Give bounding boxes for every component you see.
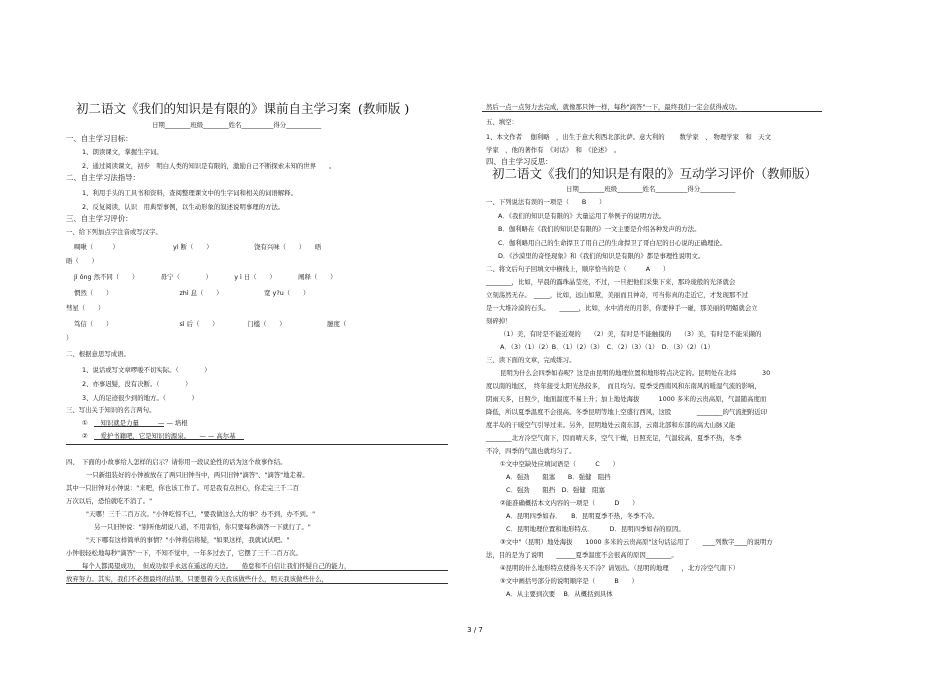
quote-item: ① 知识就是力量 — — 培根 [82, 419, 188, 427]
pinyin-row: 啁啾（ ） yì 断（ ） 饶有兴味（ ） 晤 [74, 243, 322, 251]
reading-option: A．昆明四季如春． B．昆明夏季不热，冬季不冷。 [506, 512, 659, 520]
question-fill: 五、填空： [486, 118, 518, 126]
left-title: 初二语文《我们的知识是有限的》课前自主学习案 [76, 101, 352, 116]
section-method: 二、自主学习法指导： [66, 173, 140, 182]
reading-question: ⑤文中画括号部分的说明顺序是（ B ） [500, 577, 638, 585]
pinyin-row: ） [66, 334, 73, 342]
divider [66, 444, 448, 445]
section-reflection: 四、自主学习反思： [486, 157, 553, 166]
question-idiom: 二、根据意思写成语。 [66, 350, 130, 358]
goal-item: 1、朗读课文，掌握生字词。 [82, 148, 163, 156]
mc-option: A．《我们的知识是有限的》大量运用了举例子的说明方法。 [498, 212, 666, 220]
pinyin-row: 晤（ ） [66, 257, 98, 265]
idiom-item: 1、说话或写文章啰唆不切实际。（ ） [82, 366, 211, 374]
story-line: "天下哪有这样简单的事情？"小钟将信将疑，"如果这样，我就试试吧。" [86, 536, 290, 544]
reading-option: C．强劲 阻挡 D．强健 阻塞 [506, 486, 605, 494]
passage-line: ________北方冷空气南下，因而晴天多，空气干燥，日照充足，气温较高，夏季不热，冬季 [486, 434, 742, 442]
reading-option: A．强劲 阻塞 B．强健 阻挡 [506, 473, 611, 481]
answer-rule [66, 570, 448, 571]
passage-line: 是一大堆冷漠的石头。 ______，比如，水中清亮的月影，你要伸手一碰，那美丽的明媚就会立 [486, 304, 758, 312]
pinyin-row: 彗星（ ） [66, 304, 105, 312]
story-line: 万次以后，恐怕就吃不消了。" [66, 497, 153, 505]
story-line: "天哪！三千二百万次。"小钟吃惊不已，"要我做这么大的事？办不到，办不到。" [86, 510, 316, 518]
mc-option: （1）美，有时是不能近观的 （2）美，有时是不能触摸的 （3）美，有时是不能采撷的 [500, 330, 762, 338]
question-pinyin: 一、给下列加点字注音或写汉字。 [66, 228, 162, 236]
pinyin-row: 惘然（ ） zhì 息（ ） 宽 y?u（ ） [74, 289, 310, 297]
method-item: 1、利用手头的工具书和资料，查阅整理课文中的生字词和相关的词语解释。 [82, 189, 297, 197]
fill-line: 1、本文作者 伽利略 ，出生于意大利西北部比萨。意大利的 数学家 、 物理学家 和 天文 [486, 133, 771, 141]
right-meta-line: 日期________班级________姓名__________得分___________ [566, 185, 736, 193]
answer-line: 然后一点一点努力去完成，就像那只钟一样，每秒"滴答"一下，最终我们一定会获得成功。 [486, 103, 742, 111]
mc-option: C．伽利略用自己的生命捍卫了用自己的生命捍卫了哥白尼的日心说的正确理论。 [498, 239, 727, 247]
section-eval: 三、自主学习评价： [66, 214, 133, 223]
pinyin-row: jì ǒng 然不同（ ） 毋宁（ ） y ì 日（ ） 阐释（ ） [74, 273, 337, 281]
passage-line: 刻碎掉！ [486, 317, 512, 325]
pinyin-row: 笃信（ ） sì 后（ ） 门槛（ ） 臆度（ [74, 320, 360, 328]
passage-line: 度半岛的干暖空气引导过来。另外，昆明地处云南东部，云南北部和东部的高大山脉又能 [486, 421, 736, 429]
story-line: 小钟很轻松地每秒"滴答"一下，不知不觉中，一年多过去了，它摆了三千二百万次。 [66, 549, 302, 557]
answer-line: 放弃努力。其实，我们不必想最终的结果，只要想着今天我该做些什么，明天我该做些什么， [66, 575, 329, 583]
question-story: 四、 下面的小故事给人怎样的启示？请你用一段议论性的话为这个故事作结。 [66, 458, 287, 466]
reading-intro: 三、读下面的文章，完成练习。 [486, 356, 576, 364]
answer-line: 每个人都渴望成功， 但成功似乎永远在遥远的天边。 倦怠和不自信让我们怀疑自己的能力， [82, 562, 351, 570]
reading-question: ③文中"（昆明）地处海拔 1000 多米的云贵高原"这句话运用了 ____列数字____的说明方 [500, 538, 773, 546]
reading-question: 法，目的是为了说明 ______夏季温度不会很高的原因________。 [486, 551, 678, 559]
left-meta-line: 日期________班级________姓名__________得分___________ [152, 121, 322, 129]
mc-option: A．（3）（1）（2）B．（1）（2）（3） C．（2）（3）（1） D．（3）（2）（1） [500, 343, 714, 351]
passage-line: 度以南的地区， 终年接受太阳光热较多， 而且均匀。夏季受西南风和东南风的暖湿气流的影响， [486, 382, 761, 390]
question-quotes: 三、写出关于知识的名言两句。 [66, 406, 156, 414]
underline [94, 426, 164, 427]
passage-line: 昆明为什么会四季如春呢？这是由昆明的地理位置和地形特点决定的。昆明处在北纬 30 [500, 369, 771, 377]
story-line: 其中一只旧钟对小钟说："来吧，你也该工作了。可是我有点担心，你走完三千二百 [66, 484, 300, 492]
story-line: 另一只旧钟说："别听他胡说八道，不用害怕，你只要每秒滴答一下就行了。" [94, 523, 311, 531]
passage-line: 降低，所以夏季温度不会很高。冬季昆明等地上空盛行西风，这股 ________的气流把附近印 [486, 408, 768, 416]
mc-question: 二、将文后句子回填文中横线上，顺序恰当的是（ A ） [486, 265, 670, 273]
reading-question: ④昆明的什么地形特点使得冬天不冷？请划出。（昆明的地理 ，北方冷空气南下） [500, 564, 739, 572]
story-line: 一只新组装好的小钟被放在了两只旧钟当中，两只旧钟"滴答"、"滴答"地走着。 [86, 471, 309, 479]
idiom-item: 3、人的足迹很少到的地方。（ ） [82, 394, 198, 402]
answer-rule [66, 583, 448, 584]
passage-line: ________，比如，早晨的露珠晶莹亮，不过，一旦把他们采集下来，那玲珑般的光泽就会 [486, 278, 736, 286]
reading-question: ①文中空缺处应填词语是（ C ） [500, 460, 619, 468]
right-title: 初二语文《我们的知识是有限的》互动学习评价（教师版） [492, 166, 818, 181]
mc-question: 一、下列说法有误的一项是（ B ） [486, 198, 606, 206]
passage-line: 不冷，四季的气温也就均匀了。 [486, 447, 576, 455]
left-edition-label: (教师版 ) [358, 101, 410, 116]
quote-item: ② 爱护书籍吧，它是知识的源泉。 — — 高尔基 [82, 432, 236, 440]
mc-option: D．《沙漠里的奇怪现象》和《我们的知识是有限的》都是事理性说明文。 [498, 252, 705, 260]
reading-option: C．昆明地理位置和地形特点． D．昆明四季如春的原因。 [506, 525, 685, 533]
method-item: 2、反复阅读，认识 用典型事例，以生动形象的叙述说明事理的方法。 [82, 203, 285, 211]
reading-option: A．从主要到次要 B．从概括到具体 [506, 590, 613, 598]
underline [94, 439, 244, 440]
answer-rule [482, 111, 822, 112]
mc-option: B．伽利略在《我们的知识是有限的》一文主要是介绍各种发声的方法。 [498, 225, 701, 233]
idiom-item: 2、亦事迟疑，没有决断。（ ） [82, 380, 192, 388]
goal-item: 2、通过阅读课文，初步 明白人类的知识是有限的，激励自己不断探索未知的世界 。 [82, 162, 336, 170]
page-number: 3 / 7 [467, 626, 483, 634]
reading-question: ②能准确概括本文内容的一项是（ D ） [500, 499, 639, 507]
passage-line: 立刻荡然无存。 _____，比如，远山如黛，美丽而且神奇，可当你真的走近它，才发现那不过 [486, 291, 749, 299]
passage-line: 阴雨天多，日照少，地面温度不易上升；加上地处海拔 1000 多米的云贵高原，气温随高度而 [486, 395, 767, 403]
section-goals: 一、自主学习目标： [66, 134, 133, 143]
fill-line: 学家 ，他的著作有 《对话》 和 《论述》 。 [486, 146, 621, 154]
